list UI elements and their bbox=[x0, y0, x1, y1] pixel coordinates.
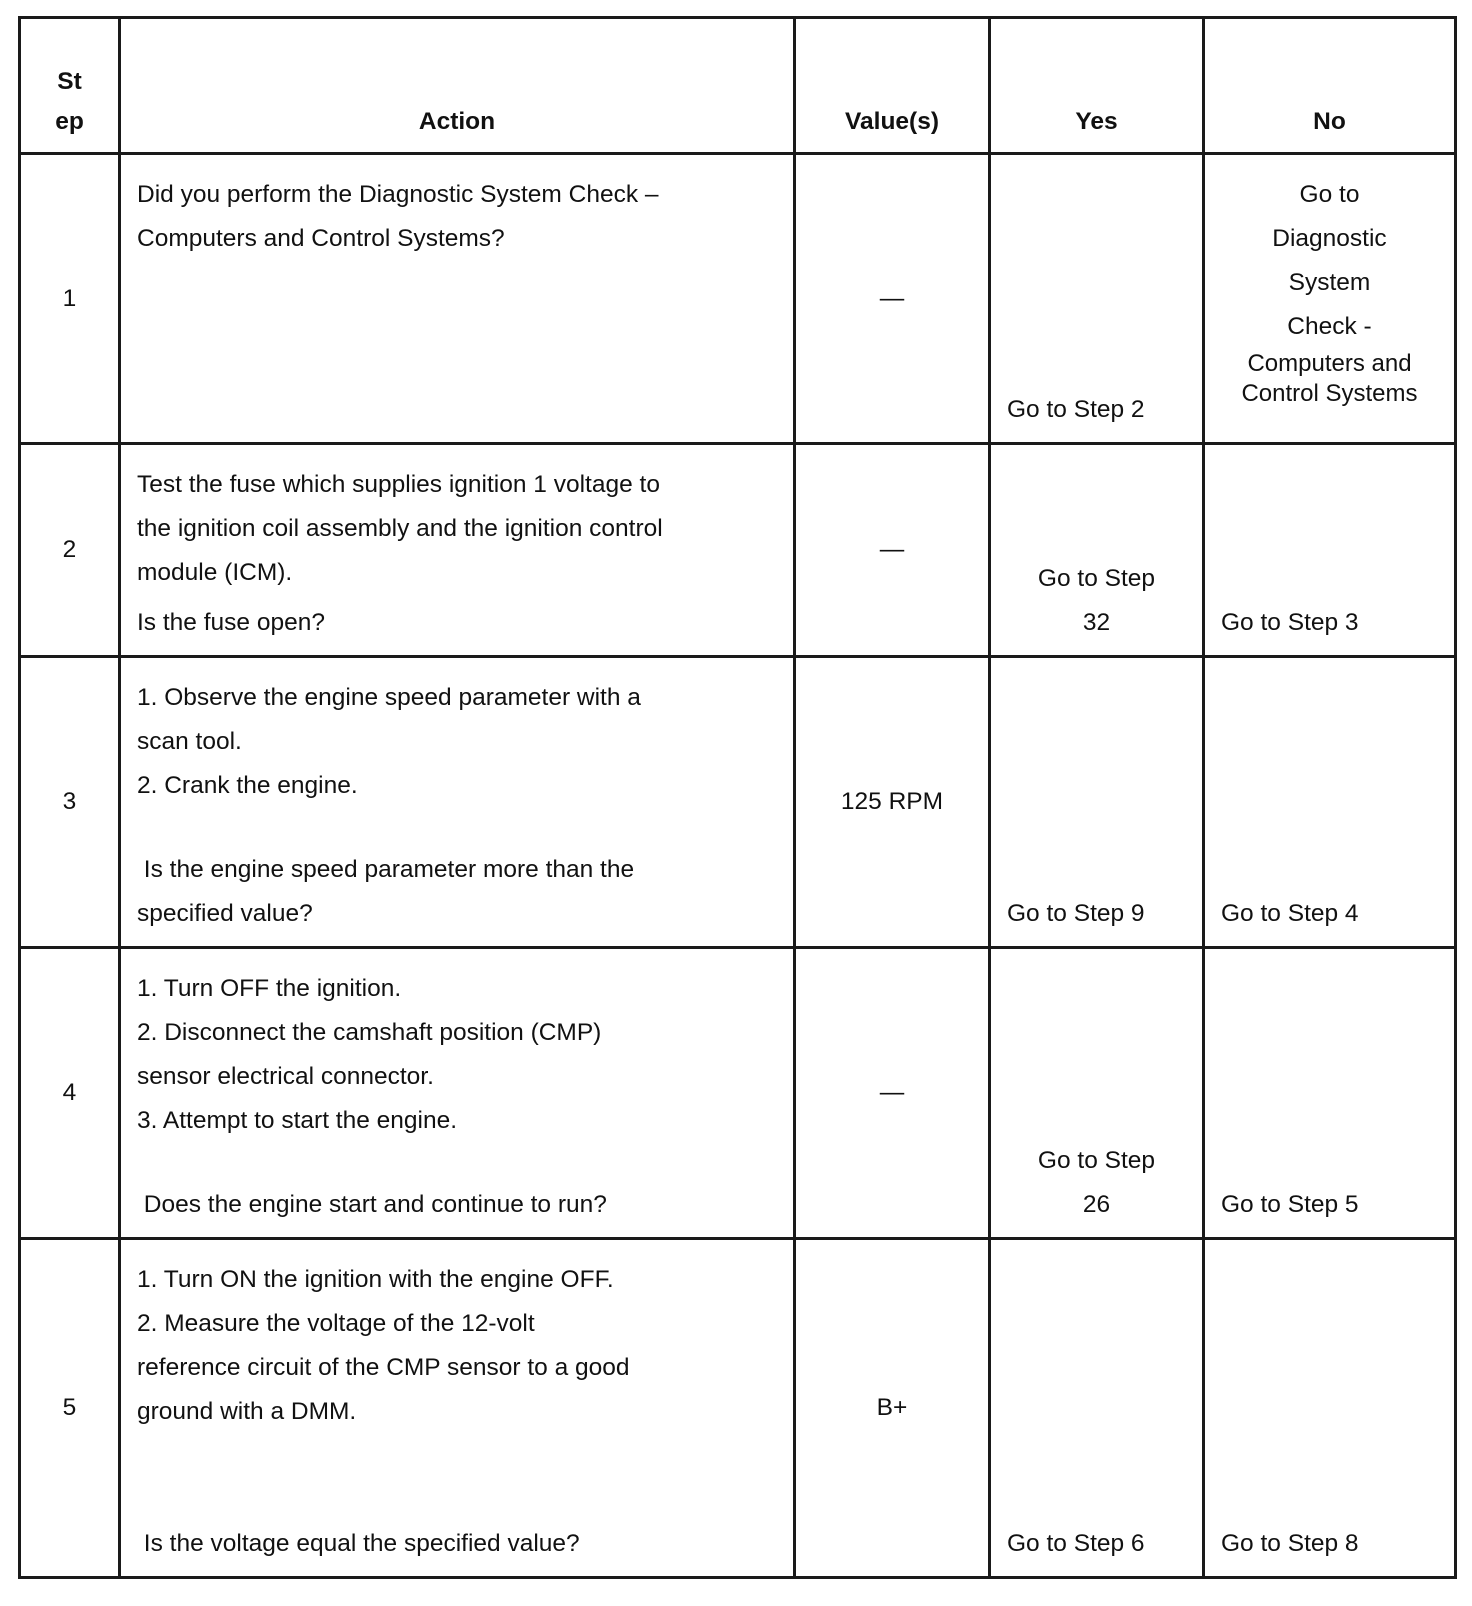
yes-line: 32 bbox=[1082, 609, 1111, 636]
no-line: Go to Step 8 bbox=[1221, 1530, 1359, 1557]
no-line: Go to bbox=[1299, 181, 1360, 208]
header-yes: Yes bbox=[990, 18, 1204, 154]
yes-cell bbox=[990, 948, 1204, 1239]
yes-cell bbox=[990, 1239, 1204, 1578]
header-row bbox=[20, 18, 1456, 154]
action-cell bbox=[120, 657, 795, 948]
no-line: Computers and bbox=[1247, 350, 1412, 377]
step-number: 5 bbox=[20, 1239, 120, 1578]
no-line: Go to Step 3 bbox=[1221, 609, 1359, 636]
table-row bbox=[20, 444, 1456, 657]
no-line: Check - bbox=[1287, 313, 1372, 340]
yes-line: Go to Step bbox=[1037, 1147, 1156, 1174]
action-cell bbox=[120, 1239, 795, 1578]
yes-cell bbox=[990, 657, 1204, 948]
no-line: Diagnostic bbox=[1272, 225, 1387, 252]
header-step-line2: ep bbox=[55, 108, 84, 135]
header-step bbox=[20, 18, 120, 154]
header-values: Value(s) bbox=[795, 18, 990, 154]
action-line: the ignition coil assembly and the ignition control bbox=[137, 515, 663, 542]
no-line: System bbox=[1288, 269, 1371, 296]
no-cell bbox=[1204, 1239, 1456, 1578]
step-number: 2 bbox=[20, 444, 120, 657]
action-line: 2. Disconnect the camshaft position (CMP) bbox=[137, 1019, 602, 1046]
action-line: 2. Crank the engine. bbox=[137, 772, 358, 799]
yes-cell bbox=[990, 444, 1204, 657]
table-row bbox=[20, 657, 1456, 948]
table-row bbox=[20, 1239, 1456, 1578]
step-number: 3 bbox=[20, 657, 120, 948]
action-line: scan tool. bbox=[137, 728, 242, 755]
action-line: Is the voltage equal the specified value? bbox=[137, 1530, 580, 1557]
no-line: Go to Step 4 bbox=[1221, 900, 1359, 927]
action-line: Is the engine speed parameter more than the bbox=[137, 856, 635, 883]
action-line: module (ICM). bbox=[137, 559, 293, 586]
action-line: Did you perform the Diagnostic System Check – bbox=[137, 181, 659, 208]
no-line: Go to Step 5 bbox=[1221, 1191, 1359, 1218]
value-cell: — bbox=[795, 444, 990, 657]
header-action: Action bbox=[120, 18, 795, 154]
action-line: Does the engine start and continue to run? bbox=[137, 1191, 607, 1218]
value-cell: — bbox=[795, 948, 990, 1239]
value-cell: — bbox=[795, 154, 990, 444]
no-cell bbox=[1204, 154, 1456, 444]
no-cell bbox=[1204, 444, 1456, 657]
action-cell bbox=[120, 948, 795, 1239]
step-number: 4 bbox=[20, 948, 120, 1239]
action-line: reference circuit of the CMP sensor to a good bbox=[137, 1354, 630, 1381]
table-row bbox=[20, 154, 1456, 444]
yes-line: Go to Step 9 bbox=[1007, 900, 1145, 927]
action-cell bbox=[120, 154, 795, 444]
no-line: Control Systems bbox=[1241, 380, 1418, 407]
action-cell bbox=[120, 444, 795, 657]
action-line: Computers and Control Systems? bbox=[137, 225, 505, 252]
yes-line: 26 bbox=[1082, 1191, 1111, 1218]
value-cell: 125 RPM bbox=[795, 657, 990, 948]
action-line: 3. Attempt to start the engine. bbox=[137, 1107, 458, 1134]
action-line: 1. Turn OFF the ignition. bbox=[137, 975, 402, 1002]
diagnostic-table bbox=[18, 16, 1457, 1579]
yes-line: Go to Step bbox=[1037, 565, 1156, 592]
yes-line: Go to Step 2 bbox=[1007, 396, 1145, 423]
action-line: 2. Measure the voltage of the 12-volt bbox=[137, 1310, 535, 1337]
action-line: specified value? bbox=[137, 900, 313, 927]
action-line: 1. Observe the engine speed parameter with a bbox=[137, 684, 641, 711]
action-line: sensor electrical connector. bbox=[137, 1063, 434, 1090]
action-line: Test the fuse which supplies ignition 1 voltage to bbox=[137, 471, 660, 498]
no-cell bbox=[1204, 948, 1456, 1239]
header-step-line1: St bbox=[57, 68, 82, 95]
step-number: 1 bbox=[20, 154, 120, 444]
header-no: No bbox=[1204, 18, 1456, 154]
value-cell: B+ bbox=[795, 1239, 990, 1578]
no-cell bbox=[1204, 657, 1456, 948]
action-line: Is the fuse open? bbox=[137, 609, 325, 636]
yes-cell bbox=[990, 154, 1204, 444]
yes-line: Go to Step 6 bbox=[1007, 1530, 1145, 1557]
action-line: 1. Turn ON the ignition with the engine OFF. bbox=[137, 1266, 614, 1293]
table-row bbox=[20, 948, 1456, 1239]
action-line: ground with a DMM. bbox=[137, 1398, 357, 1425]
